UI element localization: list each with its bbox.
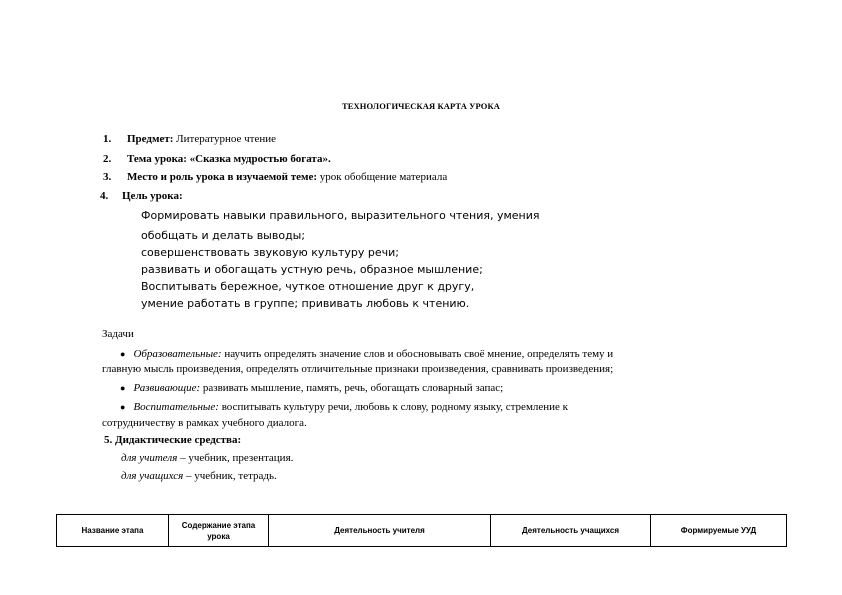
means-students	[121, 470, 277, 483]
table-header-cell: Название этапа	[57, 515, 169, 547]
task-text: научить определять значение слов и обосновывать своё мнение, определять тему и	[221, 348, 614, 360]
bullet-icon: ●	[120, 402, 126, 412]
task-educational-cont: главную мысль произведения, определять отличительные признаки произведения, сравнивать произведения;	[102, 363, 614, 375]
task-label: Образовательные:	[133, 348, 222, 360]
item-label: Цель урока:	[122, 190, 183, 202]
task-text: воспитывать культуру речи, любовь к слову, родному языку, стремление к	[218, 401, 569, 413]
item-number: 1.	[103, 133, 112, 145]
goal-line: обобщать и делать выводы;	[141, 229, 306, 242]
table-header-cell: Деятельность учителя	[269, 515, 491, 547]
goal-line: Формировать навыки правильного, выразительного чтения, умения	[141, 209, 540, 222]
task-label: Развивающие:	[133, 382, 201, 394]
item-label: Место и роль урока в изучаемой теме:	[127, 171, 318, 183]
stages-table	[56, 514, 787, 547]
table-header-cell: Содержание этапа урока	[169, 515, 269, 547]
means-heading: 5. Дидактические средства:	[104, 434, 242, 446]
task-upbringing-cont: сотрудничеству в рамках учебного диалога.	[102, 417, 307, 429]
means-what: – учебник, тетрадь.	[183, 470, 277, 482]
bullet-icon: ●	[120, 349, 126, 359]
means-teacher	[121, 452, 293, 465]
goal-line: развивать и обогащать устную речь, образное мышление;	[141, 263, 483, 276]
item-number: 4.	[100, 190, 109, 202]
bullet-icon: ●	[120, 383, 126, 393]
table-header-row	[57, 515, 787, 547]
table-header-cell: Формируемые УУД	[651, 515, 787, 547]
task-text: развивать мышление, память, речь, обогащать словарный запас;	[200, 382, 504, 394]
means-who: для учащихся	[121, 470, 184, 482]
item-number: 3.	[103, 171, 112, 183]
document-title: ТЕХНОЛОГИЧЕСКАЯ КАРТА УРОКА	[342, 101, 500, 111]
task-educational	[120, 348, 613, 361]
item-subject	[103, 133, 276, 146]
task-upbringing	[120, 401, 568, 414]
item-place-role	[103, 171, 447, 184]
goal-line: умение работать в группе; прививать любовь к чтению.	[141, 297, 470, 310]
item-label: Предмет:	[127, 133, 174, 145]
goal-line: совершенствовать звуковую культуру речи;	[141, 246, 399, 259]
item-number: 2.	[103, 153, 112, 165]
item-goal	[100, 190, 183, 203]
item-topic	[103, 153, 331, 166]
item-value: урок обобщение материала	[317, 171, 448, 183]
tasks-heading: Задачи	[102, 328, 134, 340]
item-label: Тема урока: «Сказка мудростью богата».	[127, 153, 331, 165]
table-header-cell: Деятельность учащихся	[491, 515, 651, 547]
task-label: Воспитательные:	[133, 401, 219, 413]
goal-line: Воспитывать бережное, чуткое отношение друг к другу,	[141, 280, 475, 293]
task-developing	[120, 382, 503, 395]
means-what: – учебник, презентация.	[177, 452, 294, 464]
item-value: Литературное чтение	[173, 133, 276, 145]
means-who: для учителя	[121, 452, 178, 464]
